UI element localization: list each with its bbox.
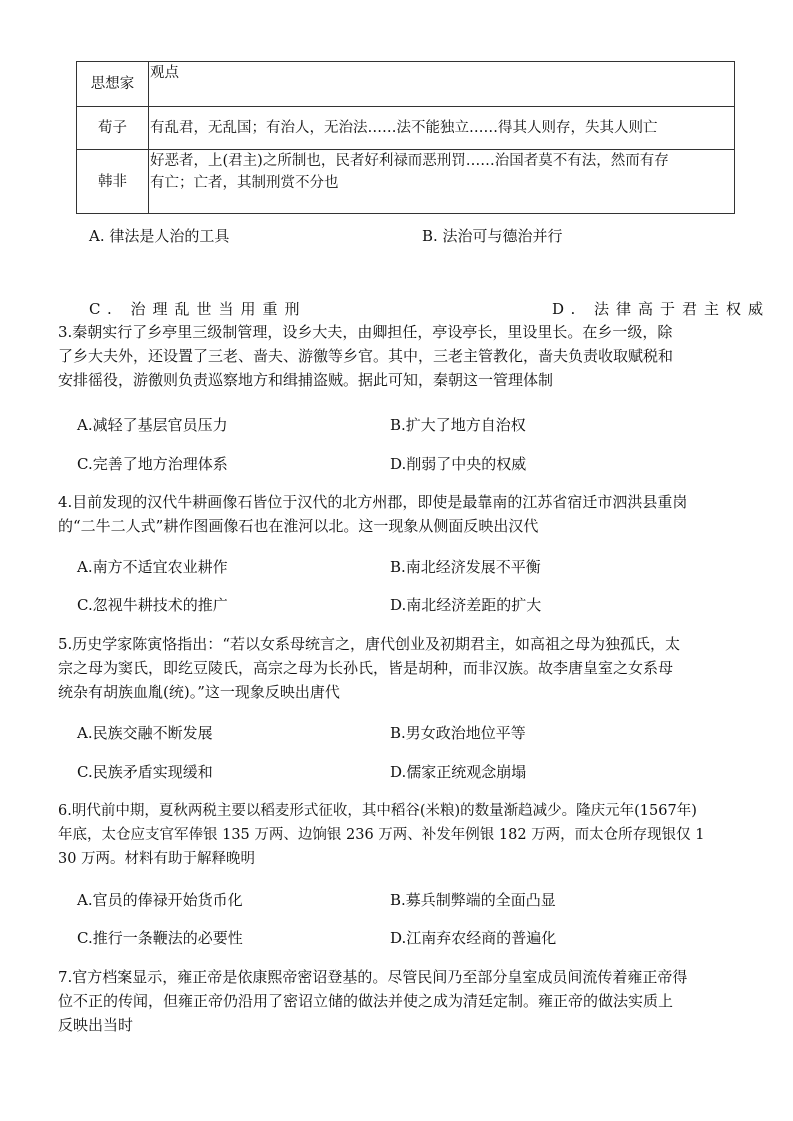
table-row bbox=[77, 150, 735, 214]
thinkers-table bbox=[76, 61, 735, 214]
q4-option-d: D.南北经济差距的扩大 bbox=[390, 596, 542, 614]
thinker-name: 荀子 bbox=[77, 107, 149, 150]
stem-line: 7.官方档案显示，雍正帝是依康熙帝密诏登基的。尽管民间乃至部分皇室成员间流传着雍正帝得 bbox=[58, 968, 688, 986]
table-row bbox=[77, 107, 735, 150]
table-header-row bbox=[77, 62, 735, 107]
question-3-stem bbox=[58, 320, 673, 392]
stem-line: 5.历史学家陈寅恪指出：“若以女系母统言之，唐代创业及初期君主，如高祖之母为独孤氏，太 bbox=[58, 635, 680, 653]
thinker-view-line: 有亡；亡者，其制刑赏不分也 bbox=[150, 175, 339, 191]
q4-option-b: B.南北经济发展不平衡 bbox=[390, 558, 541, 576]
question-4-stem bbox=[58, 490, 687, 538]
stem-line: 30 万两。材料有助于解释晚明 bbox=[58, 851, 256, 867]
q4-option-a: A.南方不适宜农业耕作 bbox=[77, 558, 228, 576]
question-7-stem bbox=[58, 965, 687, 1037]
stem-line: 反映出当时 bbox=[58, 1016, 134, 1034]
q2-option-a: A. 律法是人治的工具 bbox=[89, 227, 230, 245]
stem-line: 安排徭役，游徼则负责巡察地方和缉捕盗贼。据此可知，秦朝这一管理体制 bbox=[58, 371, 554, 389]
q3-option-a: A.减轻了基层官员压力 bbox=[77, 416, 228, 434]
question-5-stem bbox=[58, 632, 680, 704]
thinker-name: 韩非 bbox=[77, 150, 149, 214]
q5-option-b: B.男女政治地位平等 bbox=[390, 724, 526, 742]
stem-line: 年底，太仓应支官军俸银 135 万两、边饷银 236 万两、补发年例银 182 万两，而太仓所存现银仅 1 bbox=[58, 827, 705, 843]
header-thinker: 思想家 bbox=[77, 62, 149, 107]
stem-line: 6.明代前中期，夏秋两税主要以稻麦形式征收，其中稻谷(米粮)的数量渐趋减少。隆庆元年(1567年) bbox=[58, 803, 697, 819]
q5-option-c: C.民族矛盾实现缓和 bbox=[77, 763, 213, 781]
q2-option-b: B. 法治可与德治并行 bbox=[422, 227, 563, 245]
q4-option-c: C.忽视牛耕技术的推广 bbox=[77, 596, 228, 614]
stem-line: 位不正的传闻，但雍正帝仍沿用了密诏立储的做法并使之成为清廷定制。雍正帝的做法实质上 bbox=[58, 992, 674, 1010]
stem-line: 4.目前发现的汉代牛耕画像石皆位于汉代的北方州郡，即使是最靠南的江苏省宿迁市泗洪县重岗 bbox=[58, 493, 688, 511]
q3-option-b: B.扩大了地方自治权 bbox=[390, 416, 526, 434]
q6-option-c: C.推行一条鞭法的必要性 bbox=[77, 929, 243, 947]
q3-option-c: C.完善了地方治理体系 bbox=[77, 455, 228, 473]
stem-line: 的“二牛二人式”耕作图画像石也在淮河以北。这一现象从侧面反映出汉代 bbox=[58, 517, 539, 535]
question-6-stem bbox=[58, 799, 705, 871]
q5-option-d: D.儒家正统观念崩塌 bbox=[390, 763, 527, 781]
q2-option-d: D. 法律高于君主权威 bbox=[552, 300, 771, 318]
q5-option-a: A.民族交融不断发展 bbox=[77, 724, 213, 742]
q6-option-d: D.江南弃农经商的普遍化 bbox=[390, 929, 557, 947]
stem-line: 3.秦朝实行了乡亭里三级制管理，设乡大夫，由卿担任，亭设亭长，里设里长。在乡一级，除 bbox=[58, 323, 673, 341]
thinker-view bbox=[149, 150, 735, 214]
stem-line: 统杂有胡族血胤(统)。”这一现象反映出唐代 bbox=[58, 683, 340, 701]
q2-option-c: C. 治理乱世当用重刑 bbox=[89, 300, 307, 318]
q6-option-b: B.募兵制弊端的全面凸显 bbox=[390, 891, 556, 909]
q6-option-a: A.官员的俸禄开始货币化 bbox=[77, 891, 243, 909]
q3-option-d: D.削弱了中央的权威 bbox=[390, 455, 527, 473]
stem-line: 宗之母为窦氏，即纥豆陵氏，高宗之母为长孙氏，皆是胡种，而非汉族。故李唐皇室之女系母 bbox=[58, 659, 674, 677]
thinker-view: 有乱君，无乱国；有治人，无治法……法不能独立……得其人则存，失其人则亡 bbox=[149, 107, 735, 150]
thinker-view-line: 好恶者，上(君主)之所制也，民者好利禄而恶刑罚……治国者莫不有法，然而有存 bbox=[150, 153, 669, 169]
stem-line: 了乡大夫外，还设置了三老、啬夫、游徼等乡官。其中，三老主管教化，啬夫负责收取赋税和 bbox=[58, 347, 674, 365]
header-view: 观点 bbox=[149, 62, 735, 107]
